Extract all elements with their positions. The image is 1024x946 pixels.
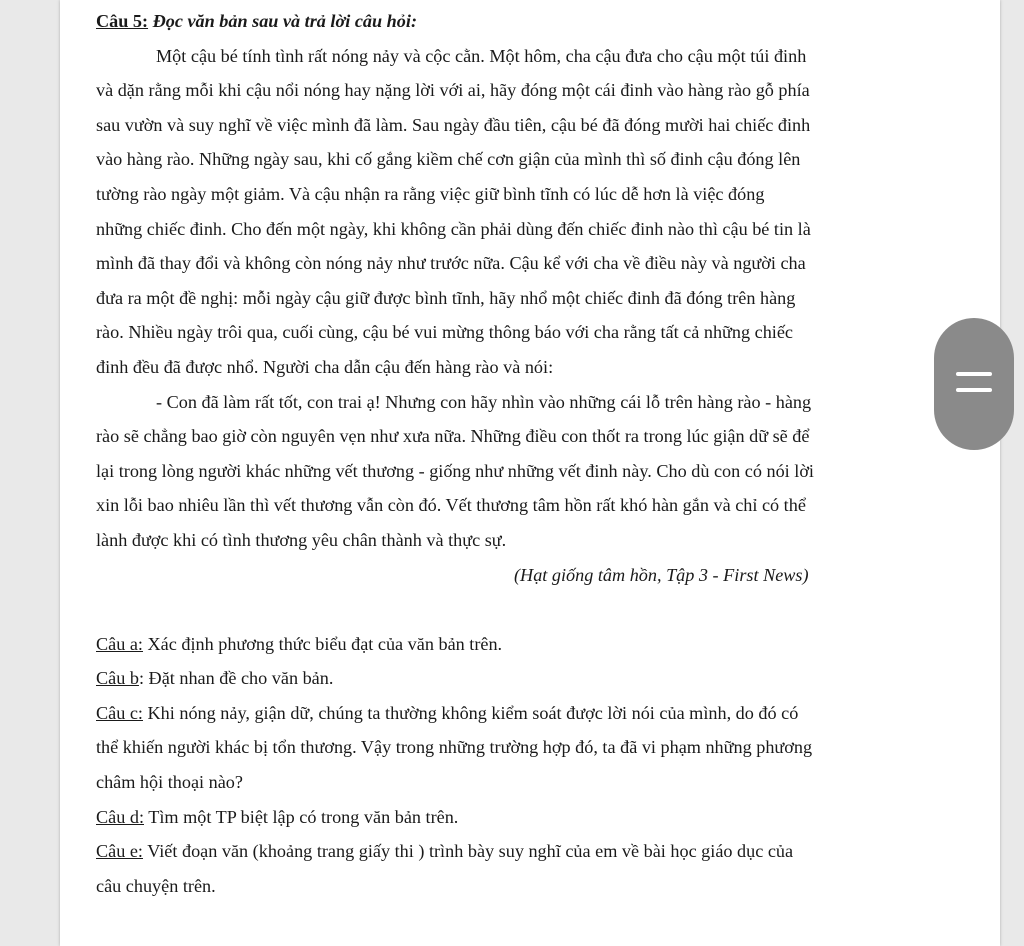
question-c-text: Khi nóng nảy, giận dữ, chúng ta thường không kiểm soát được lời nói của mình, do đó có — [142, 702, 799, 723]
question-e — [96, 834, 956, 869]
passage-line: lại trong lòng người khác những vết thương - giống như những vết đinh này. Cho dù con có nói lời — [96, 460, 814, 481]
question-5-instruction: Đọc văn bản sau và trả lời câu hỏi: — [148, 11, 417, 31]
document-content — [96, 4, 956, 903]
question-5-label: Câu 5: — [96, 11, 149, 31]
question-b-text: : Đặt nhan đề cho văn bản. — [138, 668, 334, 689]
grip-line-icon — [956, 372, 992, 376]
question-a-label: Câu a: — [96, 633, 143, 654]
passage-line: đưa ra một đề nghị: mỗi ngày cậu giữ được bình tĩnh, hãy nhổ một chiếc đinh đã đóng trên hàng — [96, 287, 796, 308]
passage-line: sau vườn và suy nghĩ về việc mình đã làm. Sau ngày đầu tiên, cậu bé đã đóng mười hai chiếc đinh — [96, 114, 811, 135]
passage-source: (Hạt giống tâm hồn, Tập 3 - First News) — [514, 564, 809, 585]
passage-line: và dặn rằng mỗi khi cậu nổi nóng hay nặng lời với ai, hãy đóng một cái đinh vào hàng rào gỗ phía — [96, 80, 810, 101]
question-a-text: Xác định phương thức biểu đạt của văn bản trên. — [142, 633, 503, 654]
grip-line-icon — [956, 388, 992, 392]
question-b — [96, 661, 956, 696]
passage-line: mình đã thay đổi và không còn nóng nảy như trước nữa. Cậu kể với cha về điều này và người cha — [96, 253, 806, 274]
question-c-label: Câu c: — [96, 702, 143, 723]
scroll-drag-handle[interactable] — [934, 318, 1014, 450]
questions-list — [96, 627, 956, 904]
question-5-heading — [96, 4, 956, 39]
passage-line: lành được khi có tình thương yêu chân thành và thực sự. — [96, 529, 507, 550]
passage-line: tường rào ngày một giảm. Và cậu nhận ra rằng việc giữ bình tĩnh có lúc dễ hơn là việc đóng — [96, 183, 765, 204]
passage-line: - Con đã làm rất tốt, con trai ạ! Nhưng con hãy nhìn vào những cái lỗ trên hàng rào - hàng — [156, 391, 812, 412]
question-e-continuation: câu chuyện trên. — [96, 875, 216, 896]
spacer — [96, 592, 956, 627]
passage-line: đinh đều đã được nhổ. Người cha dẫn cậu đến hàng rào và nói: — [96, 356, 554, 377]
passage-line: xin lỗi bao nhiêu lần thì vết thương vẫn còn đó. Vết thương tâm hồn rất khó hàn gắn và chỉ có thể — [96, 495, 806, 516]
question-e-text: Viết đoạn văn (khoảng trang giấy thi ) trình bày suy nghĩ của em về bài học giáo dục của — [142, 841, 794, 862]
question-b-label: Câu b — [96, 668, 139, 689]
passage-line: rào sẽ chẳng bao giờ còn nguyên vẹn như xưa nữa. Những điều con thốt ra trong lúc giận dữ sẽ để — [96, 426, 810, 447]
question-c-continuation: thể khiến người khác bị tổn thương. Vậy trong những trường hợp đó, ta đã vi phạm những phương — [96, 737, 813, 758]
question-e-label: Câu e: — [96, 841, 143, 862]
question-c — [96, 696, 956, 731]
question-d-label: Câu d: — [96, 806, 144, 827]
question-a — [96, 627, 956, 662]
passage-line: vào hàng rào. Những ngày sau, khi cố gắng kiềm chế cơn giận của mình thì số đinh cậu đóng lên — [96, 149, 801, 170]
question-c-continuation: châm hội thoại nào? — [96, 772, 243, 793]
passage-line: rào. Nhiều ngày trôi qua, cuối cùng, cậu bé vui mừng thông báo với cha rằng tất cả những chiếc — [96, 322, 794, 343]
passage-line: những chiếc đinh. Cho đến một ngày, khi không cần phải dùng đến chiếc đinh nào thì cậu bé tin là — [96, 218, 811, 239]
question-d — [96, 800, 956, 835]
passage — [96, 39, 956, 593]
question-d-text: Tìm một TP biệt lập có trong văn bản trên. — [144, 806, 459, 827]
document-page — [60, 0, 1000, 946]
passage-line: Một cậu bé tính tình rất nóng nảy và cộc cằn. Một hôm, cha cậu đưa cho cậu một túi đinh — [156, 45, 807, 66]
